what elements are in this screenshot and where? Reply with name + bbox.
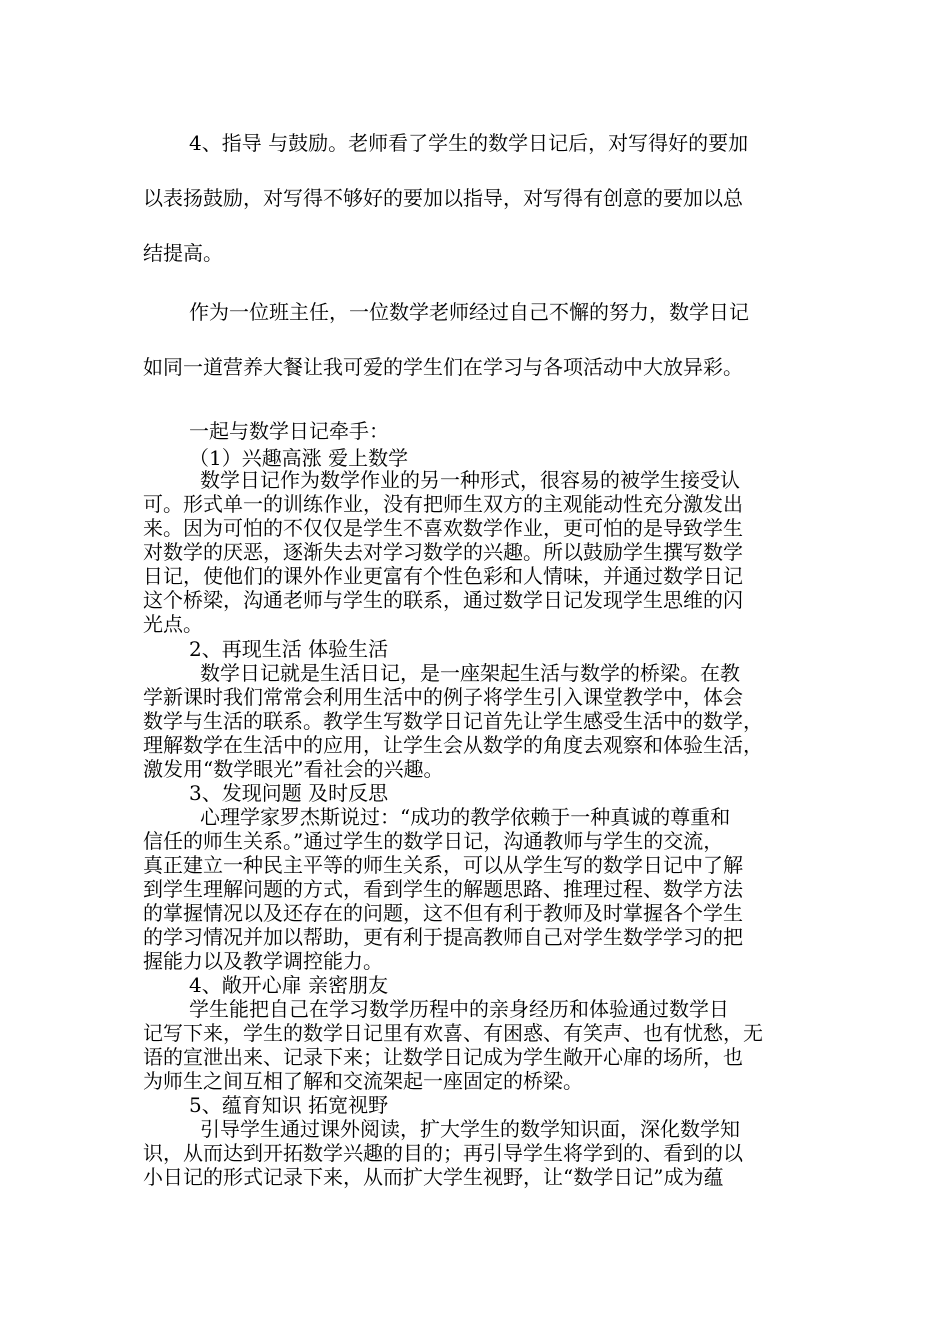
paragraph-line: 以表扬鼓励，对写得不够好的要加以指导，对写得有创意的要加以总 (143, 186, 743, 210)
paragraph-line: 理解数学在生活中的应用，让学生会从数学的角度去观察和体验生活， (143, 733, 763, 757)
subsection-heading: 5、蕴育知识 拓宽视野 (189, 1093, 389, 1117)
section-heading: 一起与数学日记牵手： (189, 419, 389, 443)
paragraph-line: 数学与生活的联系。教学生写数学日记首先让学生感受生活中的数学， (143, 709, 763, 733)
subsection-heading: 2、再现生活 体验生活 (189, 637, 389, 661)
paragraph-line: 真正建立一种民主平等的师生关系，可以从学生写的数学日记中了解 (143, 853, 743, 877)
paragraph-line: 语的宣泄出来、记录下来；让数学日记成为学生敞开心扉的场所，也 (143, 1045, 743, 1069)
paragraph-line: 的掌握情况以及还存在的问题，这不但有利于教师及时掌握各个学生 (143, 901, 743, 925)
paragraph-line: 对数学的厌恶，逐渐失去对学习数学的兴趣。所以鼓励学生撰写数学 (143, 540, 743, 564)
paragraph-line: 心理学家罗杰斯说过：“成功的教学依赖于一种真诚的尊重和 (200, 805, 731, 829)
paragraph-line: 引导学生通过课外阅读，扩大学生的数学知识面，深化数学知 (200, 1117, 740, 1141)
paragraph-line: 结提高。 (143, 241, 223, 265)
subsection-heading: 3、发现问题 及时反思 (189, 781, 389, 805)
paragraph-line: 握能力以及教学调控能力。 (143, 949, 383, 973)
paragraph-line: 这个桥梁，沟通老师与学生的联系，通过数学日记发现学生思维的闪 (143, 588, 743, 612)
paragraph-line: 光点。 (143, 612, 203, 636)
paragraph-line: 日记，使他们的课外作业更富有个性色彩和人情味，并通过数学日记 (143, 564, 743, 588)
paragraph-line: 4、指导 与鼓励。老师看了学生的数学日记后，对写得好的要加 (189, 131, 749, 155)
paragraph-line: 的学习情况并加以帮助，更有利于提高教师自己对学生数学学习的把 (143, 925, 743, 949)
paragraph-line: 作为一位班主任，一位数学老师经过自己不懈的努力，数学日记 (189, 300, 749, 324)
paragraph-line: 为师生之间互相了解和交流架起一座固定的桥梁。 (143, 1069, 583, 1093)
subsection-heading: （1）兴趣高涨 爱上数学 (189, 446, 409, 470)
paragraph-line: 激发用“数学眼光”看社会的兴趣。 (143, 757, 444, 781)
paragraph-line: 可。形式单一的训练作业，没有把师生双方的主观能动性充分激发出 (143, 492, 743, 516)
paragraph-line: 数学日记作为数学作业的另一种形式，很容易的被学生接受认 (200, 468, 740, 492)
paragraph-line: 如同一道营养大餐让我可爱的学生们在学习与各项活动中大放异彩。 (143, 355, 743, 379)
paragraph-line: 记写下来，学生的数学日记里有欢喜、有困惑、有笑声、也有忧愁，无 (143, 1021, 763, 1045)
paragraph-line: 来。因为可怕的不仅仅是学生不喜欢数学作业，更可怕的是导致学生 (143, 516, 743, 540)
subsection-heading: 4、敞开心扉 亲密朋友 (189, 973, 389, 997)
paragraph-line: 小日记的形式记录下来，从而扩大学生视野，让“数学日记”成为蕴 (143, 1165, 724, 1189)
paragraph-line: 信任的师生关系。”通过学生的数学日记，沟通教师与学生的交流， (143, 829, 724, 853)
paragraph-line: 到学生理解问题的方式，看到学生的解题思路、推理过程、数学方法 (143, 877, 743, 901)
paragraph-line: 识，从而达到开拓数学兴趣的目的；再引导学生将学到的、看到的以 (143, 1141, 743, 1165)
paragraph-line: 数学日记就是生活日记，是一座架起生活与数学的桥梁。在教 (200, 661, 740, 685)
paragraph-line: 学新课时我们常常会利用生活中的例子将学生引入课堂教学中，体会 (143, 685, 743, 709)
paragraph-line: 学生能把自己在学习数学历程中的亲身经历和体验通过数学日 (189, 997, 729, 1021)
